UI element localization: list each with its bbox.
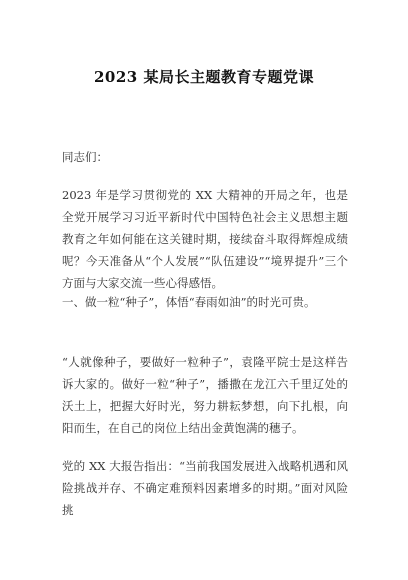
paragraph-seed: “人就像种子，要做好一粒种子”，袁隆平院士是这样告诉大家的。做好一粒“种子”，播撒在龙江六千里辽处的沃土上，把握大好时光，努力耕耘梦想，向下扎根，向阳而生，在自己的岗位上结出金黄饱满的穗子。	[62, 355, 348, 435]
document-title: 2023 某局长主题教育专题党课	[94, 68, 314, 86]
paragraph-intro: 2023 年是学习贯彻党的 XX 大精神的开局之年，也是全党开展学习习近平新时代中国特色社会主义思想主题教育之年如何能在这关键时期，接续奋斗取得辉煌成绩呢？今天准备从“个人发展”“队伍建设”“境界提升”三个方面与大家交流一些心得感悟。	[62, 188, 348, 290]
section-heading-1: 一、做一粒“种子”，体悟“春雨如油”的时光可贵。	[62, 295, 316, 309]
paragraph-report: 党的 XX 大报告指出：“当前我国发展进入战略机遇和风险挑战并存、不确定难预料因素增多的时期。”面对风险挑	[62, 459, 348, 517]
greeting: 同志们：	[62, 150, 108, 164]
